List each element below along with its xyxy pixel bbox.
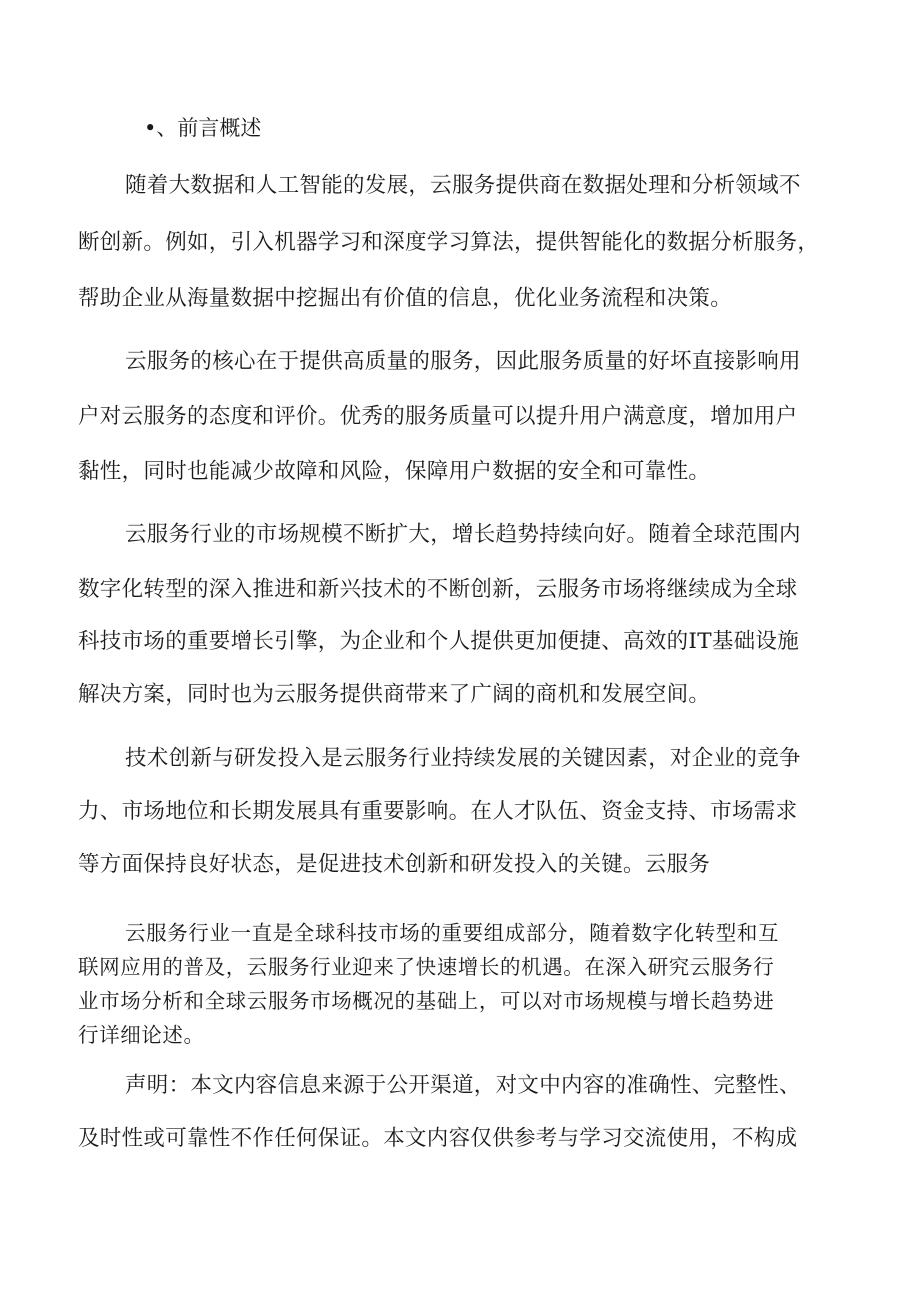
paragraph-1-line-1: 随着大数据和人工智能的发展，云服务提供商在数据处理和分析领域不 [125,173,801,198]
paragraph-5-line-1: 云服务行业一直是全球科技市场的重要组成部分，随着数字化转型和互 [125,921,780,945]
paragraph-5-line-2: 联网应用的普及，云服务行业迎来了快速增长的机遇。在深入研究云服务行 [78,955,775,979]
paragraph-3-line-1: 云服务行业的市场规模不断扩大，增长趋势持续向好。随着全球范围内 [125,522,801,547]
paragraph-1-line-3: 帮助企业从海量数据中挖掘出有价值的信息，优化业务流程和决策。 [78,286,733,311]
disclaimer-line-1: 声明：本文内容信息来源于公开渠道，对文中内容的准确性、完整性、 [125,1073,801,1098]
paragraph-2-line-1: 云服务的核心在于提供高质量的服务，因此服务质量的好坏直接影响用 [125,349,801,374]
paragraph-2-line-2: 户对云服务的态度和评价。优秀的服务质量可以提升用户满意度，增加用户 [78,404,798,429]
paragraph-4-line-1: 技术创新与研发投入是云服务行业持续发展的关键因素，对企业的竞争 [125,746,801,771]
paragraph-3-line-2: 数字化转型的深入推进和新兴技术的不断创新，云服务市场将继续成为全球 [78,577,798,602]
paragraph-4-line-3: 等方面保持良好状态，是促进技术创新和研发投入的关键。云服务 [78,852,711,877]
paragraph-2-line-3: 黏性，同时也能减少故障和风险，保障用户数据的安全和可靠性。 [78,459,711,484]
section-heading: •、前言概述 [144,116,262,140]
paragraph-4-line-2: 力、市场地位和长期发展具有重要影响。在人才队伍、资金支持、市场需求 [78,799,798,824]
disclaimer-line-2: 及时性或可靠性不作任何保证。本文内容仅供参考与学习交流使用，不构成 [78,1126,798,1151]
paragraph-1-line-2: 断创新。例如，引入机器学习和深度学习算法，提供智能化的数据分析服务， [78,230,820,255]
paragraph-5-line-4: 行详细论述。 [78,1023,205,1047]
paragraph-3-line-3: 科技市场的重要增长引擎，为企业和个人提供更加便捷、高效的IT基础设施 [78,629,800,654]
paragraph-5-line-3: 业市场分析和全球云服务市场概况的基础上，可以对市场规模与增长趋势进 [78,989,775,1013]
paragraph-3-line-4: 解决方案，同时也为云服务提供商带来了广阔的商机和发展空间。 [78,682,711,707]
